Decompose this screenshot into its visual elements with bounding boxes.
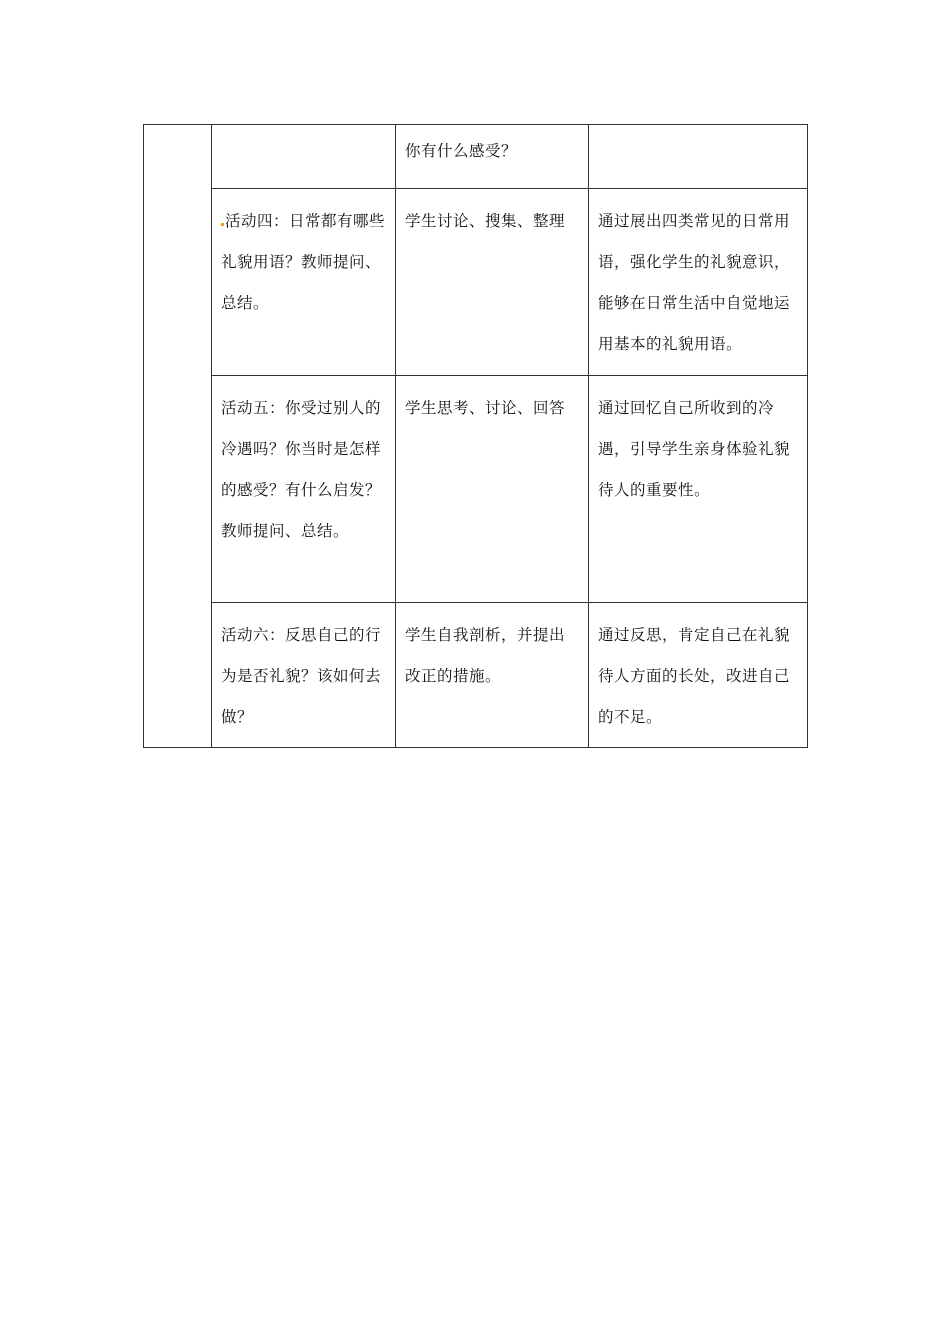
purpose-cell: 通过展出四类常见的日常用语，强化学生的礼貌意识，能够在日常生活中自觉地运用基本的礼貌用语。 (589, 189, 808, 376)
stage-cell (144, 125, 212, 748)
activity-text: 活动四：日常都有哪些礼貌用语？教师提问、总结。 (221, 212, 386, 312)
student-cell: 你有什么感受？ (396, 125, 589, 189)
table-row (144, 189, 808, 376)
purpose-cell: 通过反思，肯定自己在礼貌待人方面的长处，改进自己的不足。 (589, 603, 808, 748)
activity-cell: 活动五：你受过别人的冷遇吗？你当时是怎样的感受？有什么启发？教师提问、总结。 (212, 376, 396, 603)
purpose-cell: 通过回忆自己所收到的冷遇，引导学生亲身体验礼貌待人的重要性。 (589, 376, 808, 603)
purpose-cell (589, 125, 808, 189)
activity-cell: 活动六：反思自己的行为是否礼貌？该如何去做？ (212, 603, 396, 748)
edit-mark-icon (221, 223, 224, 226)
lesson-plan-table (143, 124, 808, 748)
table-row (144, 376, 808, 603)
student-cell: 学生思考、讨论、回答 (396, 376, 589, 603)
student-cell: 学生自我剖析，并提出改正的措施。 (396, 603, 589, 748)
activity-cell (212, 189, 396, 376)
activity-cell (212, 125, 396, 189)
table-row (144, 603, 808, 748)
table-row (144, 125, 808, 189)
student-cell: 学生讨论、搜集、整理 (396, 189, 589, 376)
